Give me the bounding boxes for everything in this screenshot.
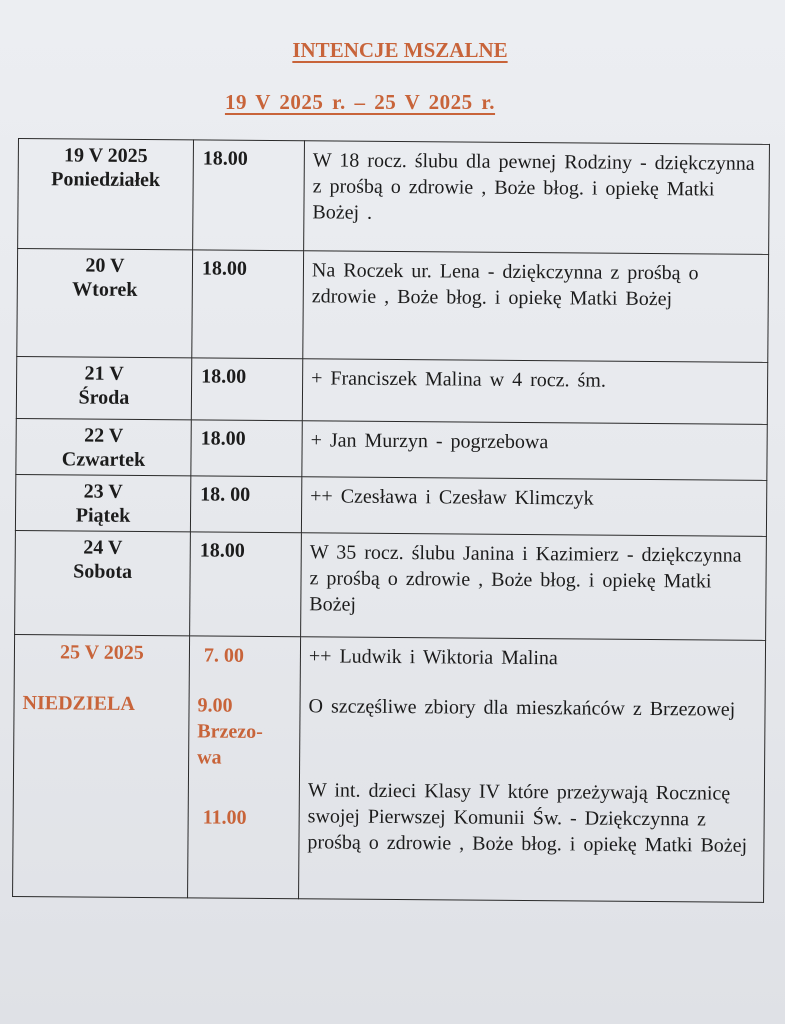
row-intention: + Franciszek Malina w 4 rocz. śm. [311,367,606,392]
intention-cell [302,421,767,481]
row-time: 18. 00 [200,483,251,506]
table-row [15,474,766,536]
page-title: INTENCJE MSZALNE [292,38,508,62]
mass-time: 11.00 [202,806,247,829]
time-cell [190,532,302,637]
row-intention: + Jan Murzyn - pogrzebowa [310,429,549,454]
row-intention: ++ Czesława i Czesław Klimczyk [310,485,594,510]
day-cell [16,418,191,475]
row-time: 18.00 [201,365,247,388]
table-row-sunday [13,634,766,902]
mass-intention: ++ Ludwik i Wiktoria Malina [308,645,558,670]
table-row [15,530,767,640]
time-cell [192,250,304,359]
table-row [18,139,770,255]
time-cell [191,358,302,421]
row-date: 23 V [83,480,123,503]
row-time: 18.00 [202,147,248,170]
row-intention: W 18 rocz. ślubu dla pewnej Rodziny - dziękczynna z prośbą o zdrowie , Boże błog. i opiekę Matki Bożej . [312,149,755,224]
row-day: Wtorek [72,278,138,301]
row-date: 19 V 2025 [63,144,148,168]
row-day: Poniedziałek [51,168,161,192]
row-time: 18.00 [199,539,245,562]
intention-cell [302,359,767,425]
day-cell [16,356,191,419]
time-cell [191,420,302,477]
mass-intention: W int. dzieci Klasy IV które przeżywają Rocznicę swojej Pierwszej Komunii Św. - Dziękczynna z prośbą o zdrowie , Boże błog. i opiekę Matki Bożej [307,779,748,857]
mass-intentions-table [12,138,770,903]
row-intention: W 35 rocz. ślubu Janina i Kazimierz - dziękczynna z prośbą o zdrowie , Boże błog. i opiekę Matki Bożej [309,541,742,616]
day-cell [13,634,190,897]
row-day: Sobota [73,560,133,583]
day-cell [15,530,191,635]
time-cell [190,476,301,533]
mass-intention: O szczęśliwe zbiory dla mieszkańców z Brzezowej [308,695,736,721]
row-date: 22 V [84,424,124,447]
row-day: Piątek [75,504,131,527]
row-day: Środa [78,386,130,409]
mass-place: Brzezo-wa [197,720,263,769]
row-date: 20 V [85,254,125,277]
sunday-date: 25 V 2025 [60,641,144,665]
day-cell [17,249,193,358]
table-row [17,249,769,363]
day-cell [18,139,194,250]
day-cell [15,474,190,531]
row-date: 21 V [84,362,124,385]
intention-cell [303,251,769,363]
row-time: 18.00 [200,427,246,450]
time-cell [188,636,301,899]
intention-cell [299,637,766,903]
table-row [16,418,767,480]
date-range: 19 V 2025 r. – 25 V 2025 r. [224,90,496,114]
row-date: 24 V [83,536,123,559]
row-day: Czwartek [61,448,146,472]
row-intention: Na Roczek ur. Lena - dziękczynna z prośbą o zdrowie , Boże błog. i opiekę Matki Bożej [311,259,699,311]
table-row [16,356,767,424]
mass-time: 9.00 [197,694,233,717]
row-time: 18.00 [201,257,248,280]
intention-cell [301,533,767,641]
intention-cell [304,141,770,255]
time-cell [193,140,305,251]
intention-cell [301,477,766,537]
mass-time: 7. 00 [203,644,245,667]
sunday-day: NIEDZIELA [22,692,135,715]
